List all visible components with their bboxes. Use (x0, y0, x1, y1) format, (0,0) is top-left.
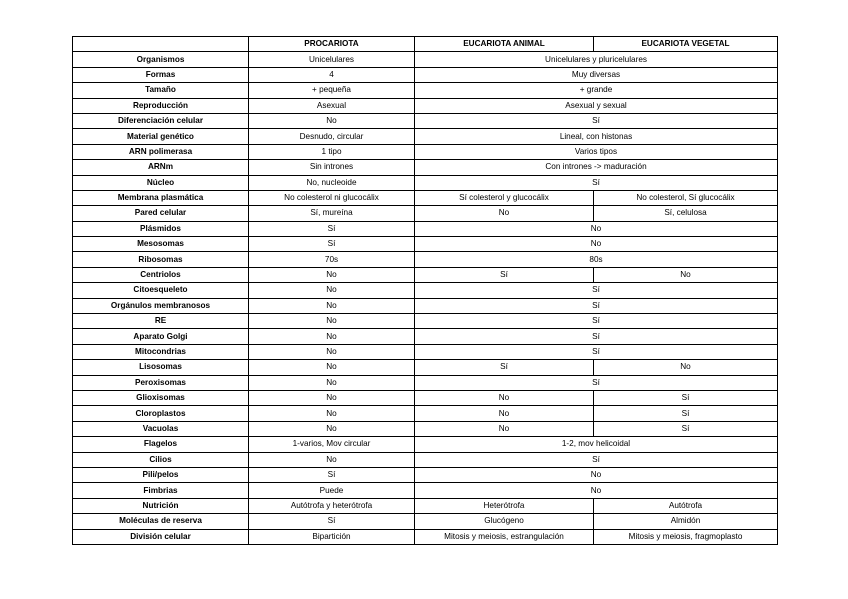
table-cell: No (249, 375, 415, 390)
table-row (73, 144, 778, 159)
table-cell: Sí (594, 390, 778, 405)
table-cell: Autótrofa (594, 498, 778, 513)
table-cell: Desnudo, circular (249, 129, 415, 144)
table-row (73, 483, 778, 498)
row-label: RE (73, 314, 249, 329)
row-label: Cloroplastos (73, 406, 249, 421)
row-label: Ribosomas (73, 252, 249, 267)
table-cell: Sí (415, 113, 778, 128)
table-cell: + pequeña (249, 83, 415, 98)
table-row (73, 375, 778, 390)
table-cell: 1-2, mov helicoidal (415, 437, 778, 452)
header-row (73, 37, 778, 52)
row-label: Citoesqueleto (73, 283, 249, 298)
row-label: Formas (73, 67, 249, 82)
table-cell: No (249, 113, 415, 128)
table-cell: Bipartición (249, 529, 415, 544)
table-body (73, 52, 778, 545)
table-cell: Heterótrofa (415, 498, 594, 513)
table-row (73, 206, 778, 221)
row-label: Mesosomas (73, 237, 249, 252)
table-cell: Sí (415, 329, 778, 344)
row-label: Material genético (73, 129, 249, 144)
table-cell: No colesterol ni glucocálix (249, 190, 415, 205)
table-cell: No (249, 360, 415, 375)
table-cell: Sí (415, 314, 778, 329)
row-label: ARN polimerasa (73, 144, 249, 159)
table-cell: No (249, 267, 415, 282)
table-cell: Sí (415, 360, 594, 375)
table-cell: No (415, 390, 594, 405)
table-cell: Sin intrones (249, 160, 415, 175)
row-label: Fimbrias (73, 483, 249, 498)
table-cell: No (249, 298, 415, 313)
row-label: Flagelos (73, 437, 249, 452)
table-row (73, 252, 778, 267)
row-label: Tamaño (73, 83, 249, 98)
table-row (73, 329, 778, 344)
header-procariota: PROCARIOTA (249, 37, 415, 52)
table-cell: 1-varios, Mov circular (249, 437, 415, 452)
row-label: Membrana plasmática (73, 190, 249, 205)
table-cell: Sí (249, 237, 415, 252)
table-cell: No (594, 360, 778, 375)
table-cell: No (249, 421, 415, 436)
table-row (73, 406, 778, 421)
row-label: Moléculas de reserva (73, 514, 249, 529)
table-cell: No colesterol, Sí glucocálix (594, 190, 778, 205)
row-label: Centriolos (73, 267, 249, 282)
table-cell: 70s (249, 252, 415, 267)
table-row (73, 83, 778, 98)
cell-comparison-table (72, 36, 778, 545)
row-label: Plásmidos (73, 221, 249, 236)
row-label: Pili/pelos (73, 467, 249, 482)
table-row (73, 298, 778, 313)
table-row (73, 529, 778, 544)
comparison-sheet (72, 36, 777, 545)
table-cell: No (415, 467, 778, 482)
table-cell: No (415, 206, 594, 221)
table-row (73, 467, 778, 482)
table-row (73, 498, 778, 513)
row-label: Glioxisomas (73, 390, 249, 405)
table-cell: Glucógeno (415, 514, 594, 529)
row-label: Cilios (73, 452, 249, 467)
table-row (73, 67, 778, 82)
table-cell: Sí (415, 283, 778, 298)
row-label: Pared celular (73, 206, 249, 221)
row-label: ARNm (73, 160, 249, 175)
header-eucariota-animal: EUCARIOTA ANIMAL (415, 37, 594, 52)
row-label: Diferenciación celular (73, 113, 249, 128)
row-label: División celular (73, 529, 249, 544)
table-row (73, 283, 778, 298)
table-cell: Mitosis y meiosis, fragmoplasto (594, 529, 778, 544)
table-row (73, 437, 778, 452)
table-cell: 4 (249, 67, 415, 82)
table-cell: No (415, 237, 778, 252)
table-cell: Sí (415, 452, 778, 467)
table-cell: No (249, 329, 415, 344)
table-cell: No (249, 390, 415, 405)
header-empty (73, 37, 249, 52)
table-cell: Asexual (249, 98, 415, 113)
table-cell: Sí, mureína (249, 206, 415, 221)
table-cell: Sí colesterol y glucocálix (415, 190, 594, 205)
table-cell: No (249, 314, 415, 329)
table-cell: No (594, 267, 778, 282)
table-row (73, 129, 778, 144)
header-eucariota-vegetal: EUCARIOTA VEGETAL (594, 37, 778, 52)
row-label: Lisosomas (73, 360, 249, 375)
row-label: Nutrición (73, 498, 249, 513)
table-cell: Unicelulares y pluricelulares (415, 52, 778, 67)
table-cell: Sí (249, 221, 415, 236)
row-label: Mitocondrias (73, 344, 249, 359)
row-label: Vacuolas (73, 421, 249, 436)
table-row (73, 190, 778, 205)
table-cell: Sí (249, 514, 415, 529)
row-label: Peroxisomas (73, 375, 249, 390)
table-cell: Sí (594, 406, 778, 421)
row-label: Organismos (73, 52, 249, 67)
row-label: Orgánulos membranosos (73, 298, 249, 313)
table-row (73, 421, 778, 436)
row-label: Aparato Golgi (73, 329, 249, 344)
table-cell: No (249, 283, 415, 298)
row-label: Reproducción (73, 98, 249, 113)
table-cell: Sí (415, 175, 778, 190)
table-row (73, 314, 778, 329)
table-cell: Sí (415, 298, 778, 313)
table-cell: No (415, 221, 778, 236)
table-row (73, 390, 778, 405)
table-cell: No (249, 406, 415, 421)
table-cell: No (249, 344, 415, 359)
table-cell: Autótrofa y heterótrofa (249, 498, 415, 513)
table-cell: 80s (415, 252, 778, 267)
table-row (73, 221, 778, 236)
table-cell: Sí (415, 344, 778, 359)
table-cell: Sí (415, 375, 778, 390)
table-cell: 1 tipo (249, 144, 415, 159)
table-row (73, 175, 778, 190)
table-cell: + grande (415, 83, 778, 98)
table-row (73, 360, 778, 375)
table-cell: Puede (249, 483, 415, 498)
table-row (73, 52, 778, 67)
row-label: Núcleo (73, 175, 249, 190)
table-cell: Sí (594, 421, 778, 436)
table-cell: Almidón (594, 514, 778, 529)
table-row (73, 514, 778, 529)
table-cell: No, nucleoide (249, 175, 415, 190)
table-cell: Con intrones -> maduración (415, 160, 778, 175)
table-row (73, 267, 778, 282)
table-row (73, 452, 778, 467)
table-row (73, 160, 778, 175)
table-cell: No (415, 421, 594, 436)
table-row (73, 237, 778, 252)
table-row (73, 344, 778, 359)
table-row (73, 113, 778, 128)
table-row (73, 98, 778, 113)
table-cell: Mitosis y meiosis, estrangulación (415, 529, 594, 544)
table-cell: Sí, celulosa (594, 206, 778, 221)
table-cell: No (249, 452, 415, 467)
table-cell: Unicelulares (249, 52, 415, 67)
table-cell: No (415, 483, 778, 498)
table-cell: No (415, 406, 594, 421)
table-cell: Varios tipos (415, 144, 778, 159)
table-cell: Lineal, con histonas (415, 129, 778, 144)
table-cell: Asexual y sexual (415, 98, 778, 113)
table-cell: Muy diversas (415, 67, 778, 82)
table-cell: Sí (415, 267, 594, 282)
table-cell: Sí (249, 467, 415, 482)
